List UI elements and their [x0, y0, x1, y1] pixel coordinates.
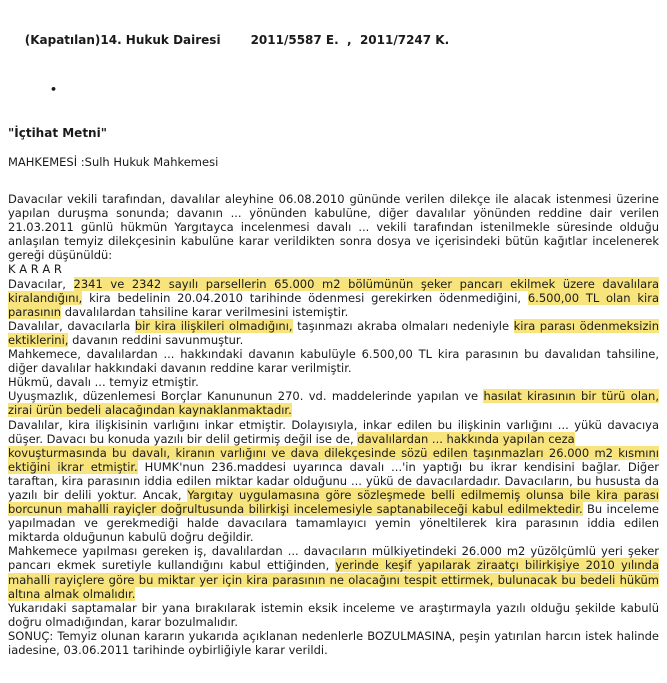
sonuc-paragraph	[8, 629, 659, 657]
bullet-icon: •	[50, 83, 58, 96]
case-header	[8, 18, 659, 63]
highlighted-text: bir kira ilişkileri olmadığını,	[134, 318, 293, 333]
highlighted-text: 6.500,00 TL olan kira parasının	[8, 290, 659, 319]
highlighted-text: Yargıtay uygulamasına göre sözleşmede belli edilmemiş olunsa bile kira parası borcunun mahalli rayiçler doğrultusunda bilirkişi incelemesiyle saptanabileceği kabul edilmektedir.	[8, 487, 659, 517]
court-name: (Kapatılan)14. Hukuk Dairesi	[24, 33, 221, 47]
highlighted-text: hasılat kirasının bir türü olan, zirai ürün bedeli alacağından kaynaklanmaktadır.	[8, 389, 660, 418]
karar-heading	[8, 262, 659, 276]
uyusmazlik-paragraph	[8, 389, 659, 417]
section-title: "İçtihat Metni"	[8, 126, 107, 140]
text-segment: davanın reddini savunmuştur.	[68, 332, 244, 347]
text-segment: Yukarıdaki saptamalar bir yana bırakılarak istemin eksik inceleme ve araştırmayla yazılı olduğu şekilde kabulü doğru olmadığından, karar bozulmalıdır.	[8, 600, 659, 629]
kovusturma-paragraph	[8, 446, 659, 545]
text-segment: taşınmazı akraba olmaları nedeniyle	[292, 318, 514, 333]
hukmu-paragraph	[8, 375, 659, 389]
davacilar-claim-paragraph	[8, 277, 659, 319]
highlighted-text: davalılardan ... hakkında yapılan ceza	[357, 431, 575, 446]
text-segment: Mahkemece, davalılardan ... hakkındaki davanın kabulüyle 6.500,00 TL kira parasının bu davalıdan tahsiline, diğer davalılar hakkındaki davanın reddine karar verilmiştir.	[8, 347, 659, 376]
highlighted-text: 2341 ve 2342 sayılı parsellerin 65.000 m2 bölümünün şeker pancarı ekilmek üzere davalılara kiralandığını,	[8, 276, 659, 305]
bullet-row	[8, 83, 659, 97]
text-segment: Uyuşmazlık, düzenlemesi Borçlar Kanununun 270. vd. maddelerinde yapılan ve	[8, 389, 484, 404]
yapilmasi-gereken-paragraph	[8, 544, 659, 600]
bozulma-gerekce-paragraph	[8, 601, 659, 629]
court-line: MAHKEMESİ :Sulh Hukuk Mahkemesi	[8, 155, 219, 169]
text-segment: HUMK'nun 236.maddesi uyarınca davalı ...'in yaptığı bu ikrar kendisini bağlar. Diğer taraftan, kira parasının iddia edilen miktar kadar olduğunu ... yükü de davacılardadır. Davacıların, bu hususta da yazılı bir delili yoktur. Ancak,	[8, 459, 659, 502]
text-segment: Davalılar, kira ilişkisinin varlığını inkar etmiştir. Dolayısıyla, inkar edilen bu ilişkinin varlığını ... yükü davacıya düşer. Davacı bu konuda yazılı bir delil getirmiş değil ise de,	[8, 417, 659, 446]
highlighted-text: kira parası ödenmeksizin ektiklerini,	[8, 318, 659, 347]
highlighted-text: kovuşturmasında bu davalı, kiranın varlığını ve dava dilekçesinde sözü edilen taşınmazları 26.000 m2 kısmını ektiğini ikrar etmiştir.	[8, 445, 659, 474]
inkar-paragraph	[8, 418, 659, 446]
text-segment: davalılardan tahsiline karar verilmesini istemiştir.	[61, 304, 349, 319]
text-segment: Mahkemece yapılması gereken iş, davalılardan ... davacıların mülkiyetindeki 26.000 m2 yüzölçümlü yeri şeker pancarı ekmek suretiyle kullandığını kabul ettiğinden,	[8, 544, 659, 573]
text-segment: Bu inceleme yapılmadan ve gerekmediği halde davacılara tamamlayıcı yemin yöneltilerek kira parasının iddia edilen miktarda olduğunun kabulü doğru değildir.	[8, 502, 659, 545]
text-segment: Davacılar vekili tarafından, davalılar aleyhine 06.08.2010 gününde verilen dilekçe ile alacak istenmesi üzerine yapılan duruşma sonunda; davanın ... yönünden kabulüne, diğer davalılar yönünden reddine dair verilen 21.03.2011 günlü hükmün Yargıtayca incelenmesi davalı ... vekili tarafından istenilmekle süresinde olduğu anlaşılan temyiz dilekçesinin kabulüne karar verildikten sonra dosya ve içerisindeki bütün kağıtlar incelenerek gereği düşünüldü:	[8, 192, 659, 263]
text-segment: Davacılar,	[8, 276, 74, 291]
decision-text	[8, 192, 659, 657]
intro-paragraph	[8, 192, 659, 262]
text-segment: K A R A R	[8, 262, 62, 277]
case-numbers: 2011/5587 E. , 2011/7247 K.	[250, 33, 450, 47]
highlighted-text: yerinde keşif yapılarak ziraatçı bilirkişiye 2010 yılında mahalli rayiçlere göre bu miktar yer için kira parasının ne olacağını tespit ettirmek, bulunacak bu bedeli hüküm altına almak olmalıdır.	[8, 558, 659, 601]
text-segment: Davalılar, davacılarla	[8, 318, 135, 333]
text-segment: SONUÇ: Temyiz olunan kararın yukarıda açıklanan nedenlerle BOZULMASINA, peşin yatırılan harcın istek halinde iadesine, 03.06.2011 tarihinde oybirliğiyle karar verildi.	[8, 628, 659, 657]
text-segment: kira bedelinin 20.04.2010 tarihinde ödenmesi gerekirken ödenmediğini,	[82, 290, 528, 305]
davalilar-defense-paragraph	[8, 319, 659, 347]
text-segment: Hükmü, davalı ... temyiz etmiştir.	[8, 375, 199, 390]
mahkemece-paragraph	[8, 347, 659, 375]
